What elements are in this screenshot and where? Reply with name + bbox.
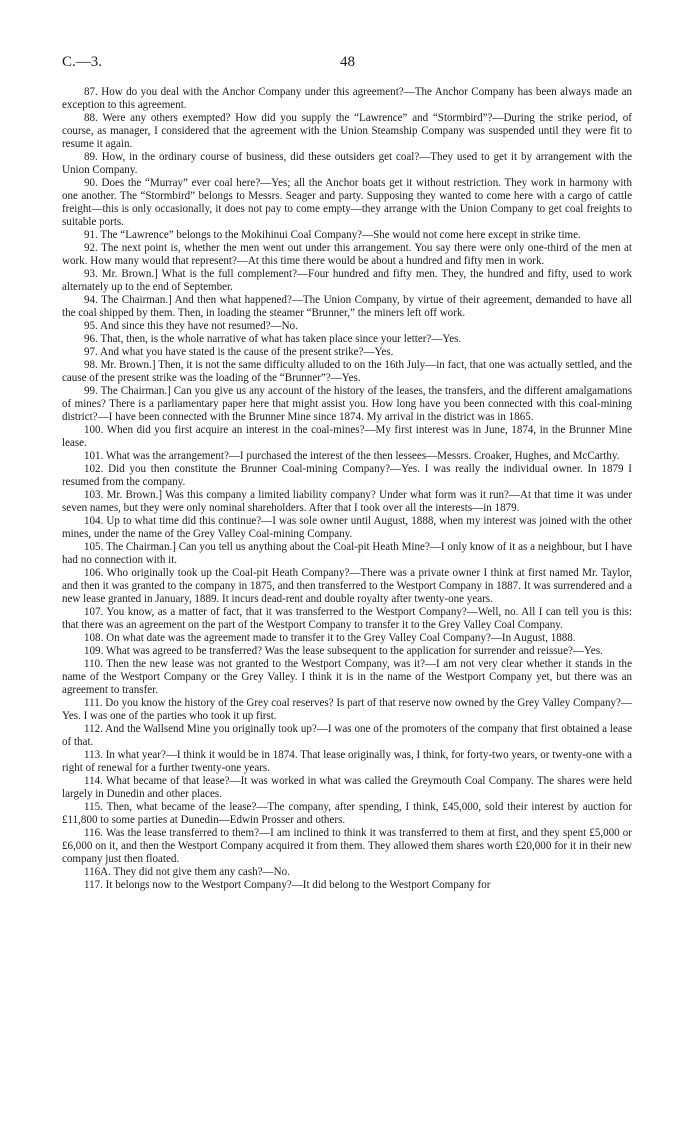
evidence-text [62,86,632,892]
paragraph: 111. Do you know the history of the Grey coal reserves? Is part of that reserve now owned by the Grey Valley Company?—Yes. I was one of the parties who took it up first. [62,697,632,722]
paragraph: 117. It belongs now to the Westport Company?—It did belong to the Westport Company for [84,879,491,891]
paragraph: 116. Was the lease transferred to them?—I am inclined to think it was transferred to them at first, and they spent £5,000 or £6,000 on it, and then the Westport Company acquired it from them. They allowed them shares worth £20,000 for it in their new company just then floated. [62,827,632,865]
paragraph: 101. What was the arrangement?—I purchased the interest of the then lessees—Messrs. Croaker, Hughes, and McCarthy. [84,450,620,462]
paragraph: 87. How do you deal with the Anchor Company under this agreement?—The Anchor Company has been always made an exception to this agreement. [62,86,632,111]
paragraph: 94. The Chairman.] And then what happened?—The Union Company, by virtue of their agreement, demanded to have all the coal shipped by them. Then, in loading the steamer “Brunner,” the miners left off work. [62,294,632,319]
paragraph: 89. How, in the ordinary course of business, did these outsiders get coal?—They used to get it by arrangement with the Union Company. [62,151,632,176]
document-reference: C.—3. [62,54,103,70]
page-header [62,54,638,74]
paragraph: 97. And what you have stated is the cause of the present strike?—Yes. [84,346,394,358]
paragraph: 95. And since this they have not resumed?—No. [84,320,298,332]
paragraph: 107. You know, as a matter of fact, that it was transferred to the Westport Company?—Well, no. All I can tell you is this: that there was an agreement on the part of the Westport Company to transfer it to the Grey Valley Coal Company. [62,606,632,631]
paragraph: 90. Does the “Murray” ever coal here?—Yes; all the Anchor boats get it without restriction. They work in harmony with one another. The “Stormbird” belongs to Messrs. Seager and party. Supposing they wanted to come here with a cargo of cattle freight—this is only occasionally, it does not pay to come empty—they arrange with the Union Company to get coal freights to suitable ports. [62,177,632,228]
paragraph: 92. The next point is, whether the men went out under this arrangement. You say there were only one-third of the men at work. How many would that represent?—At this time there would be about a hundred and fifty men in work. [62,242,632,267]
paragraph: 99. The Chairman.] Can you give us any account of the history of the leases, the transfers, and the different amalgamations of mines? There is a parliamentary paper here that might assist you. How long have you been connected with this coal-mining district?—I have been connected with the Brunner Mine since 1874. My arrival in the district was in 1865. [62,385,632,423]
paragraph: 102. Did you then constitute the Brunner Coal-mining Company?—Yes. I was really the individual owner. In 1879 I resumed from the company. [62,463,632,488]
paragraph: 88. Were any others exempted? How did you supply the “Lawrence” and “Stormbird”?—During the strike period, of course, as manager, I considered that the agreement with the Union Steamship Company was suspended until they were fit to resume it again. [62,112,632,150]
paragraph: 106. Who originally took up the Coal-pit Heath Company?—There was a private owner I think at first named Mr. Taylor, and then it was granted to the company in 1875, and then transferred to the Westport Company in 1887. It was surrendered and a new lease granted in January, 1889. It incurs dead-rent and double royalty after twenty-one years. [62,567,632,605]
paragraph: 96. That, then, is the whole narrative of what has taken place since your letter?—Yes. [84,333,462,345]
paragraph: 104. Up to what time did this continue?—I was sole owner until August, 1888, when my interest was joined with the other mines, under the name of the Grey Valley Coal-mining Company. [62,515,632,540]
paragraph: 108. On what date was the agreement made to transfer it to the Grey Valley Coal Company?—In August, 1888. [84,632,576,644]
paragraph: 103. Mr. Brown.] Was this company a limited liability company? Under what form was it run?—At that time it was under seven names, but they were only nominal shareholders. After that I took over all the interests—in 1879. [62,489,632,514]
paragraph: 91. The “Lawrence” belongs to the Mokihinui Coal Company?—She would not come here except in strike time. [84,229,581,241]
paragraph: 114. What became of that lease?—It was worked in what was called the Greymouth Coal Company. The shares were held largely in Dunedin and other places. [62,775,632,800]
paragraph: 105. The Chairman.] Can you tell us anything about the Coal-pit Heath Mine?—I only know of it as a neighbour, but I have had no connection with it. [62,541,632,566]
paragraph: 110. Then the new lease was not granted to the Westport Company, was it?—I am not very clear whether it stands in the name of the Westport Company or the Grey Valley. I think it is in the name of the Westport Company yet, but there was an agreement to transfer. [62,658,632,696]
paragraph: 100. When did you first acquire an interest in the coal-mines?—My first interest was in June, 1874, in the Brunner Mine lease. [62,424,632,449]
paragraph: 93. Mr. Brown.] What is the full complement?—Four hundred and fifty men. They, the hundred and fifty, used to work alternately up to the end of September. [62,268,632,293]
paragraph: 98. Mr. Brown.] Then, it is not the same difficulty alluded to on the 16th July—in fact, that one was actually settled, and the cause of the present strike was the loading of the “Brunner”?—Yes. [62,359,632,384]
paragraph: 115. Then, what became of the lease?—The company, after spending, I think, £45,000, sold their interest by auction for £11,800 to some parties at Dunedin—Edwin Prosser and others. [62,801,632,826]
paragraph: 113. In what year?—I think it would be in 1874. That lease originally was, I think, for forty-two years, or twenty-one with a right of renewal for a further twenty-one years. [62,749,632,774]
paragraph: 109. What was agreed to be transferred? Was the lease subsequent to the application for surrender and reissue?—Yes. [84,645,603,657]
paragraph: 112. And the Wallsend Mine you originally took up?—I was one of the promoters of the company that first obtained a lease of that. [62,723,632,748]
page-number: 48 [340,54,355,70]
paragraph: 116A. They did not give them any cash?—No. [84,866,290,878]
